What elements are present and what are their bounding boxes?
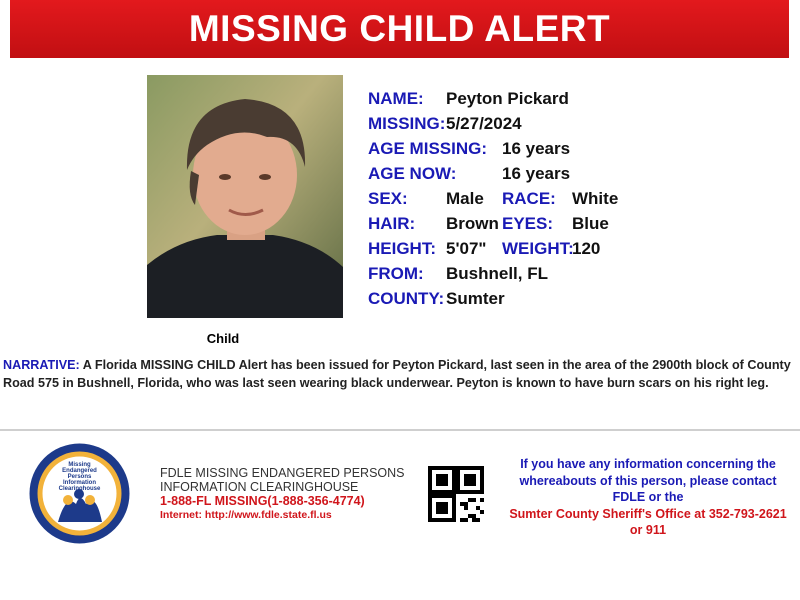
- logo-text-5: Clearinghouse: [58, 486, 101, 492]
- eyes-value: Blue: [572, 214, 609, 233]
- county-value: Sumter: [446, 289, 505, 308]
- sex-value: Male: [446, 189, 484, 208]
- sex-label: SEX:: [368, 189, 408, 208]
- clearinghouse-seal-icon: [28, 442, 131, 545]
- narrative-text: A Florida MISSING CHILD Alert has been issued for Peyton Pickard, last seen in the area of the 2900th block of County Road 575 in Bushnell, Florida, who was last seen wearing black underwear. Peyton is known to have burn scars on his right leg.: [3, 358, 791, 390]
- logo-text-1: Missing: [68, 462, 91, 468]
- race-value: White: [572, 189, 619, 208]
- org-name-line1: FDLE MISSING ENDANGERED PERSONS: [160, 466, 405, 480]
- narrative-label: NARRATIVE:: [3, 358, 80, 372]
- missing-label: MISSING:: [368, 114, 446, 133]
- contact-line4: Sumter County Sheriff's Office at 352-793-2621: [509, 506, 787, 521]
- county-row: [368, 286, 618, 311]
- divider: [0, 429, 800, 431]
- height-weight-row: [368, 236, 618, 261]
- age-now-row: [368, 161, 618, 186]
- missing-row: [368, 111, 618, 136]
- org-phone: 1-888-FL MISSING(1-888-356-4774): [160, 494, 365, 508]
- from-label: FROM:: [368, 264, 424, 283]
- from-row: [368, 261, 618, 286]
- age-missing-row: [368, 136, 618, 161]
- org-website[interactable]: Internet: http://www.fdle.state.fl.us: [160, 509, 332, 521]
- name-label: NAME:: [368, 89, 424, 108]
- sex-race-row: [368, 186, 618, 211]
- alert-banner: MISSING CHILD ALERT: [10, 0, 789, 58]
- details-panel: [368, 86, 618, 311]
- contact-line1: If you have any information concerning the: [520, 457, 776, 471]
- logo-text-3: Persons: [67, 474, 92, 480]
- name-row: [368, 86, 618, 111]
- child-portrait-image: [147, 75, 343, 318]
- from-value: Bushnell, FL: [446, 264, 548, 283]
- organization-info: [160, 466, 405, 522]
- child-photo: [147, 75, 343, 318]
- org-name-line2: INFORMATION CLEARINGHOUSE: [160, 480, 359, 494]
- clearinghouse-logo: [28, 442, 131, 545]
- age-now-value: 16 years: [502, 164, 571, 183]
- hair-eyes-row: [368, 211, 618, 236]
- missing-value: 5/27/2024: [446, 114, 522, 133]
- name-value: Peyton Pickard: [446, 89, 569, 108]
- weight-label: WEIGHT:: [502, 239, 574, 258]
- eyes-label: EYES:: [502, 214, 554, 233]
- age-now-label: AGE NOW:: [368, 164, 457, 183]
- qr-code: [428, 466, 484, 522]
- contact-line2: whereabouts of this person, please contact: [519, 473, 777, 488]
- height-value: 5'07": [446, 239, 487, 258]
- photo-caption: Child: [206, 331, 240, 346]
- logo-text-4: Information: [63, 480, 96, 486]
- contact-info: [496, 456, 800, 539]
- county-label: COUNTY:: [368, 289, 445, 308]
- contact-line5: or 911: [629, 523, 667, 537]
- height-label: HEIGHT:: [368, 239, 436, 258]
- logo-text-2: Endangered: [62, 468, 97, 474]
- age-missing-value: 16 years: [502, 139, 571, 158]
- age-missing-label: AGE MISSING:: [368, 139, 488, 158]
- hair-label: HAIR:: [368, 214, 416, 233]
- race-label: RACE:: [502, 189, 556, 208]
- narrative: [3, 356, 793, 392]
- hair-value: Brown: [446, 214, 499, 233]
- qr-code-icon: [428, 466, 484, 522]
- weight-value: 120: [572, 239, 601, 258]
- contact-line3: FDLE or the: [612, 490, 684, 504]
